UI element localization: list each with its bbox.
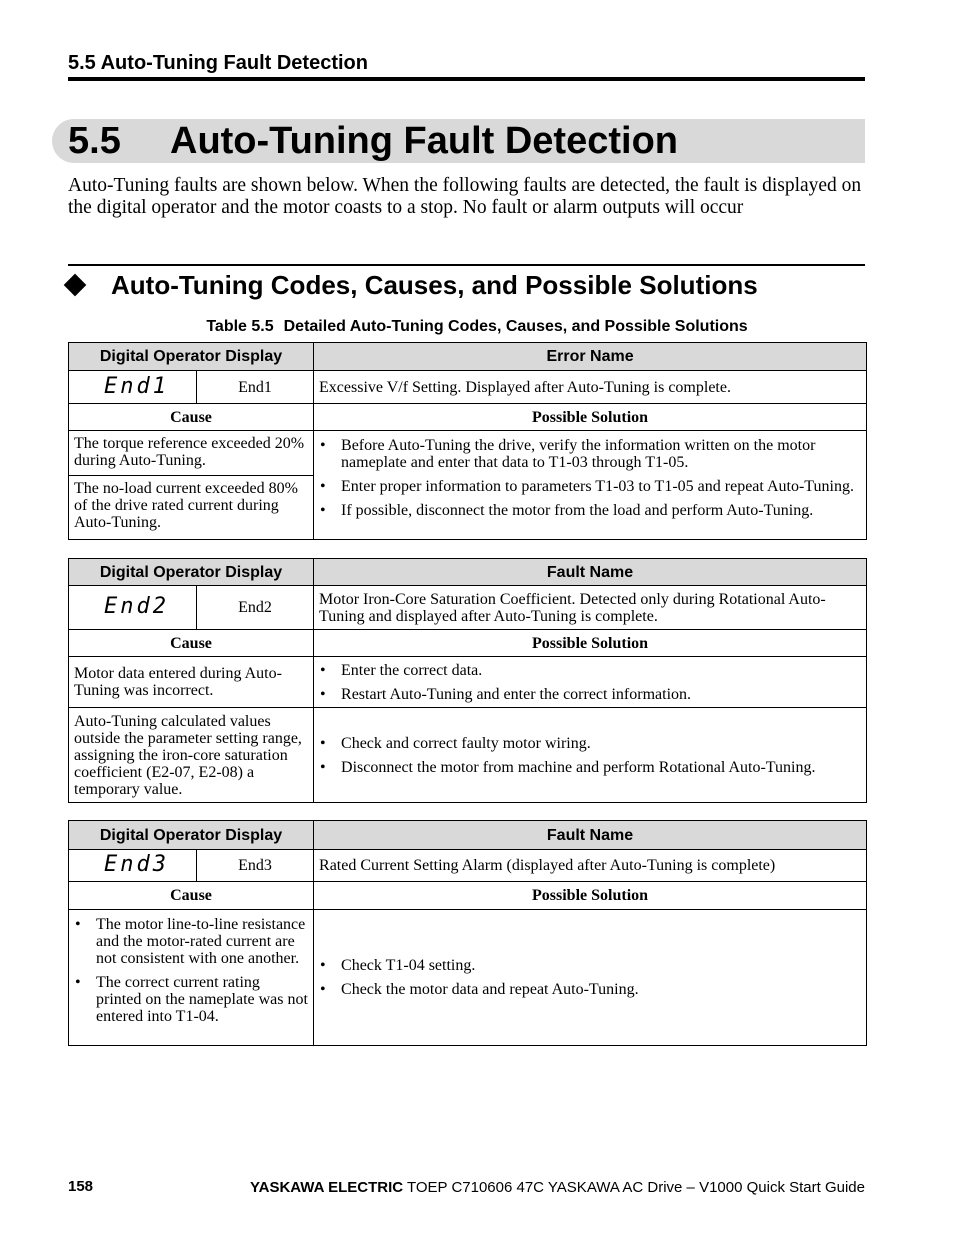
operator-display-glyph [69, 371, 197, 404]
solution-item: • Enter proper information to parameters T1-03 to T1-05 and repeat Auto-Tuning. [319, 478, 861, 495]
cause-item: • The motor line-to-line resistance and the motor-rated current are not consistent with one another. [74, 916, 308, 967]
solution-header: Possible Solution [314, 630, 867, 657]
solution-item: • Disconnect the motor from machine and perform Rotational Auto-Tuning. [319, 759, 861, 776]
cause-item: • The correct current rating printed on the nameplate was not entered into T1-04. [74, 974, 308, 1025]
col-header-name: Error Name [314, 343, 867, 371]
seven-segment-display: End1 [104, 373, 169, 399]
solution-item: • Check T1-04 setting. [319, 957, 861, 974]
col-header-name: Fault Name [314, 559, 867, 586]
footer-document-info [250, 1179, 865, 1196]
footer-brand: YASKAWA ELECTRIC [250, 1179, 404, 1196]
cause-header: Cause [69, 882, 314, 910]
diamond-bullet-icon [64, 274, 87, 297]
solution-item: • Enter the correct data. [319, 662, 861, 679]
solution-header: Possible Solution [314, 882, 867, 910]
fault-table-end2 [68, 558, 867, 803]
table-caption-title: Detailed Auto-Tuning Codes, Causes, and Possible Solutions [283, 318, 748, 335]
page-number: 158 [68, 1178, 94, 1195]
running-head-rule [68, 77, 865, 81]
section-number: 5.5 [68, 120, 121, 162]
section-title [68, 118, 678, 164]
solution-cell [314, 431, 867, 540]
solution-item: • Check and correct faulty motor wiring. [319, 735, 861, 752]
solution-cell [314, 910, 867, 1046]
fault-code: End1 [197, 371, 314, 404]
subsection-rule [68, 264, 865, 266]
table-caption-number: Table 5.5 [206, 318, 274, 335]
intro-paragraph: Auto-Tuning faults are shown below. When the following faults are detected, the fault is displayed on the digital operator and the motor coasts to a stop. No fault or alarm outputs will occur [68, 175, 862, 218]
footer-doc-title: TOEP C710606 47C YASKAWA AC Drive – V1000 Quick Start Guide [403, 1179, 865, 1196]
cause-cell [69, 910, 314, 1046]
seven-segment-display: End3 [104, 852, 169, 877]
fault-name: Motor Iron-Core Saturation Coefficient. Detected only during Rotational Auto-Tuning and displayed after Auto-Tuning is complete. [314, 586, 867, 630]
cause-header: Cause [69, 404, 314, 431]
solution-item: • Restart Auto-Tuning and enter the correct information. [319, 686, 861, 703]
operator-display-glyph [69, 850, 197, 882]
cause-cell: The no-load current exceeded 80% of the drive rated current during Auto-Tuning. [69, 476, 314, 540]
fault-table-end3 [68, 820, 867, 1046]
section-title-text: Auto-Tuning Fault Detection [170, 120, 678, 162]
table-caption [0, 318, 954, 336]
solution-cell [314, 708, 867, 803]
col-header-display: Digital Operator Display [69, 343, 314, 371]
col-header-display: Digital Operator Display [69, 559, 314, 586]
col-header-name: Fault Name [314, 821, 867, 850]
solution-header: Possible Solution [314, 404, 867, 431]
solution-item: • Before Auto-Tuning the drive, verify the information written on the motor nameplate and enter that data to T1-03 through T1-05. [319, 437, 861, 471]
operator-display-glyph [69, 586, 197, 630]
cause-cell: Auto-Tuning calculated values outside the parameter setting range, assigning the iron-core saturation coefficient (E2-07, E2-08) a temporary value. [69, 708, 314, 803]
cause-cell: Motor data entered during Auto-Tuning was incorrect. [69, 657, 314, 708]
fault-table-end1 [68, 342, 867, 540]
fault-code: End3 [197, 850, 314, 882]
col-header-display: Digital Operator Display [69, 821, 314, 850]
fault-name: Excessive V/f Setting. Displayed after Auto-Tuning is complete. [314, 371, 867, 404]
solution-item: • If possible, disconnect the motor from the load and perform Auto-Tuning. [319, 502, 861, 519]
fault-name: Rated Current Setting Alarm (displayed after Auto-Tuning is complete) [314, 850, 867, 882]
seven-segment-display: End2 [104, 594, 169, 619]
cause-header: Cause [69, 630, 314, 657]
fault-code: End2 [197, 586, 314, 630]
running-head: 5.5 Auto-Tuning Fault Detection [68, 52, 368, 74]
subsection-title: Auto-Tuning Codes, Causes, and Possible Solutions [111, 270, 758, 300]
solution-item: • Check the motor data and repeat Auto-Tuning. [319, 981, 861, 998]
solution-cell [314, 657, 867, 708]
cause-cell: The torque reference exceeded 20% during Auto-Tuning. [69, 431, 314, 476]
